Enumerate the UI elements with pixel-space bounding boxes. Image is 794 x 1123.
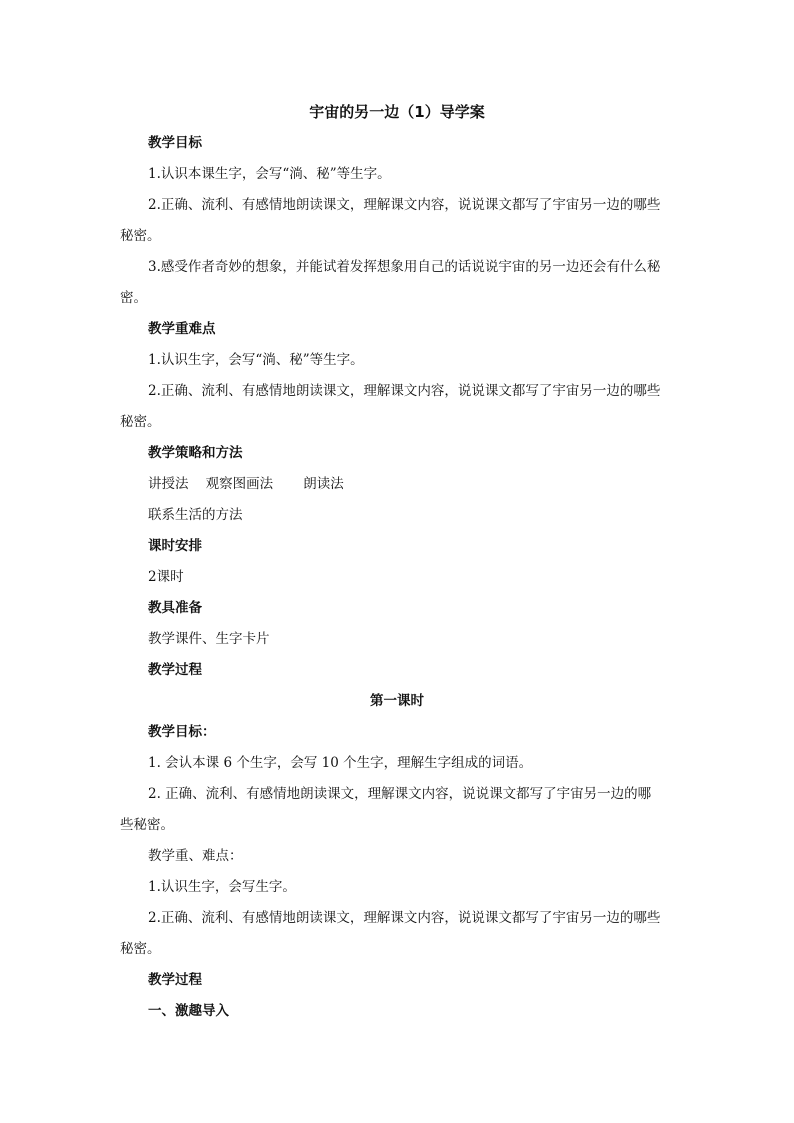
paragraph-line-continued: 密。	[120, 290, 147, 306]
paragraph-line: 教学重、难点：	[148, 848, 243, 864]
section-heading-materials: 教具准备	[148, 600, 202, 616]
paragraph-line-continued: 秘密。	[120, 941, 161, 957]
paragraph-line: 1. 会认本课 6 个生字，会写 10 个生字，理解生字组成的词语。	[148, 755, 533, 771]
section-heading-lesson-process: 教学过程	[148, 972, 202, 988]
section-heading-key-points: 教学重难点	[148, 321, 216, 337]
paragraph-line: 2.正确、流利、有感情地朗读课文，理解课文内容，说说课文都写了宇宙另一边的哪些	[148, 383, 661, 399]
subsection-title-first-lesson: 第一课时	[370, 693, 424, 709]
paragraph-line: 2.正确、流利、有感情地朗读课文，理解课文内容，说说课文都写了宇宙另一边的哪些	[148, 910, 661, 926]
document-title: 宇宙的另一边（1）导学案	[309, 103, 485, 121]
paragraph-line: 2课时	[148, 569, 184, 585]
paragraph-line: 1.认识生字，会写生字。	[148, 879, 296, 895]
paragraph-line-continued: 些秘密。	[120, 817, 174, 833]
section-heading-methods: 教学策略和方法	[148, 445, 243, 461]
section-heading-schedule: 课时安排	[148, 538, 202, 554]
step-heading-intro: 一、激趣导入	[148, 1003, 229, 1019]
paragraph-line: 2. 正确、流利、有感情地朗读课文，理解课文内容，说说课文都写了宇宙另一边的哪	[148, 786, 652, 802]
paragraph-line: 教学课件、生字卡片	[148, 631, 270, 647]
section-heading-goals: 教学目标	[148, 135, 202, 151]
paragraph-line: 1.认识本课生字，会写“淌、秘”等生字。	[148, 166, 391, 182]
paragraph-line: 联系生活的方法	[148, 507, 243, 523]
section-heading-process: 教学过程	[148, 662, 202, 678]
paragraph-line-continued: 秘密。	[120, 228, 161, 244]
paragraph-line: 3.感受作者奇妙的想象，并能试着发挥想象用自己的话说说宇宙的另一边还会有什么秘	[148, 259, 661, 275]
section-heading-lesson-goals: 教学目标：	[148, 724, 216, 740]
paragraph-line: 讲授法 观察图画法 朗读法	[148, 476, 344, 492]
paragraph-line: 2.正确、流利、有感情地朗读课文，理解课文内容，说说课文都写了宇宙另一边的哪些	[148, 197, 661, 213]
paragraph-line-continued: 秘密。	[120, 414, 161, 430]
paragraph-line: 1.认识生字，会写“淌、秘”等生字。	[148, 352, 364, 368]
